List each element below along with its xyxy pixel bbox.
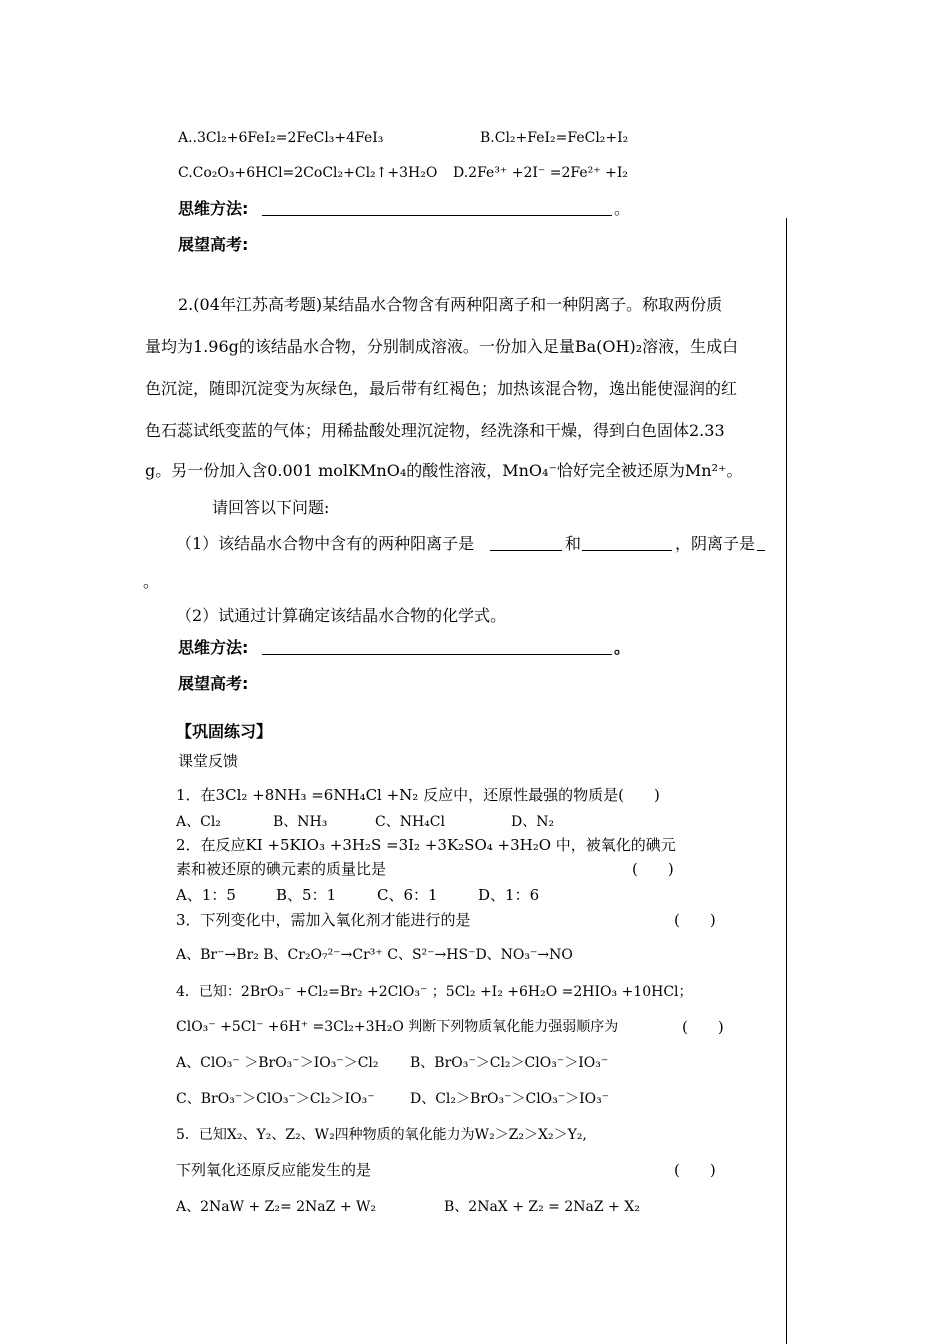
p2-option-a: A、1：5 <box>176 886 236 904</box>
q2-line-1: 2.(04年江苏高考题)某结晶水合物含有两种阳离子和一种阴离子。称取两份质 <box>178 295 723 314</box>
q2-sub1-part-b: 和 <box>565 534 582 553</box>
p5-stem-1: 5．已知X₂、Y₂、Z₂、W₂四种物质的氧化能力为W₂＞Z₂＞X₂＞Y₂, <box>176 1127 587 1143</box>
q1-option-a: A..3Cl₂+6FeI₂=2FeCl₃+4FeI₃ <box>178 130 384 146</box>
p2-option-c: C、6：1 <box>377 886 438 904</box>
p4-stem-2: ClO₃⁻ +5Cl⁻ +6H⁺ =3Cl₂+3H₂O 判断下列物质氧化能力强弱顺序为 <box>176 1019 619 1035</box>
q1-option-b: B.Cl₂+FeI₂=FeCl₂+I₂ <box>480 130 629 146</box>
p1-option-a: A、Cl₂ <box>176 814 221 830</box>
q1-method-blank <box>262 215 612 216</box>
q2-line-2: 量均为1.96g的该结晶水合物，分别制成溶液。一份加入足量Ba(OH)₂溶液，生成白 <box>145 337 739 356</box>
p1-stem: 1．在3Cl₂ +8NH₃ =6NH₄Cl +N₂ 反应中，还原性最强的物质是( ) <box>176 786 660 804</box>
p5-option-b: B、2NaX + Z₂ = 2NaZ + X₂ <box>444 1199 640 1215</box>
p3-paren: ( ) <box>674 911 716 929</box>
p4-option-a: A、ClO₃⁻ ＞BrO₃⁻＞IO₃⁻＞Cl₂ <box>176 1055 379 1071</box>
p2-option-d: D、1：6 <box>478 886 540 904</box>
q2-method-label: 思维方法: <box>178 638 249 657</box>
q1-option-c: C.Co₂O₃+6HCl=2CoCl₂+Cl₂↑+3H₂O <box>178 165 438 181</box>
practice-heading: 【巩固练习】 <box>176 722 273 741</box>
p4-option-d: D、Cl₂＞BrO₃⁻＞ClO₃⁻＞IO₃⁻ <box>410 1091 610 1107</box>
q2-sub1-blank-3 <box>757 550 765 551</box>
p5-stem-2: 下列氧化还原反应能发生的是 <box>176 1161 372 1179</box>
q1-option-d: D.2Fe³⁺ +2I⁻ =2Fe²⁺ +I₂ <box>453 165 628 181</box>
q2-sub1-part-c: ，阴离子是 <box>675 534 756 553</box>
q2-line-4: 色石蕊试纸变蓝的气体；用稀盐酸处理沉淀物，经洗涤和干燥，得到白色固体2.33 <box>145 421 725 440</box>
q1-method-label: 思维方法: <box>178 199 249 218</box>
p4-option-c: C、BrO₃⁻＞ClO₃⁻＞Cl₂＞IO₃⁻ <box>176 1091 375 1107</box>
q2-line-5: g。另一份加入含0.001 molKMnO₄的酸性溶液，MnO₄⁻恰好完全被还原为Mn²⁺。 <box>145 461 743 480</box>
q2-sub1-part-a: （1）该结晶水合物中含有的两种阳离子是 <box>176 534 475 553</box>
p2-stem-2: 素和被还原的碘元素的质量比是 <box>176 860 387 878</box>
p2-stem-1: 2．在反应KI +5KIO₃ +3H₂S =3I₂ +3K₂SO₄ +3H₂O 中，被氧化的碘元 <box>176 836 676 854</box>
q2-prompt: 请回答以下问题: <box>212 498 330 517</box>
q2-line-3: 色沉淀，随即沉淀变为灰绿色，最后带有红褐色；加热该混合物，逸出能使湿润的红 <box>145 379 738 398</box>
p3-stem: 3．下列变化中，需加入氧化剂才能进行的是 <box>176 911 471 929</box>
q2-outlook-label: 展望高考: <box>178 674 249 693</box>
practice-subheading: 课堂反馈 <box>178 752 239 770</box>
p4-paren: ( ) <box>682 1018 724 1036</box>
p5-option-a: A、2NaW + Z₂= 2NaZ + W₂ <box>176 1199 377 1215</box>
q2-sub1-end: 。 <box>143 572 160 591</box>
q2-sub1-blank-1 <box>490 550 562 551</box>
p1-option-b: B、NH₃ <box>273 814 328 830</box>
p1-option-d: D、N₂ <box>511 814 555 830</box>
q1-outlook-label: 展望高考: <box>178 235 249 254</box>
margin-rule <box>786 218 787 1344</box>
p1-option-c: C、NH₄Cl <box>375 814 445 830</box>
p2-option-b: B、5：1 <box>276 886 337 904</box>
q2-sub2: （2）试通过计算确定该结晶水合物的化学式。 <box>176 606 507 625</box>
p4-option-b: B、BrO₃⁻＞Cl₂＞ClO₃⁻＞IO₃⁻ <box>410 1055 609 1071</box>
p2-paren: ( ) <box>632 860 674 878</box>
p3-options: A、Br⁻→Br₂ B、Cr₂O₇²⁻→Cr³⁺ C、S²⁻→HS⁻D、NO₃⁻→NO <box>176 947 573 963</box>
q1-method-end: 。 <box>614 199 631 218</box>
p5-paren: ( ) <box>674 1161 716 1179</box>
p4-stem-1: 4．已知：2BrO₃⁻ +Cl₂=Br₂ +2ClO₃⁻ ；5Cl₂ +I₂ +6H₂O =2HIO₃ +10HCl； <box>176 984 693 1000</box>
q2-method-end: 。 <box>614 638 631 657</box>
q2-method-blank <box>262 654 612 655</box>
q2-sub1-blank-2 <box>582 550 672 551</box>
